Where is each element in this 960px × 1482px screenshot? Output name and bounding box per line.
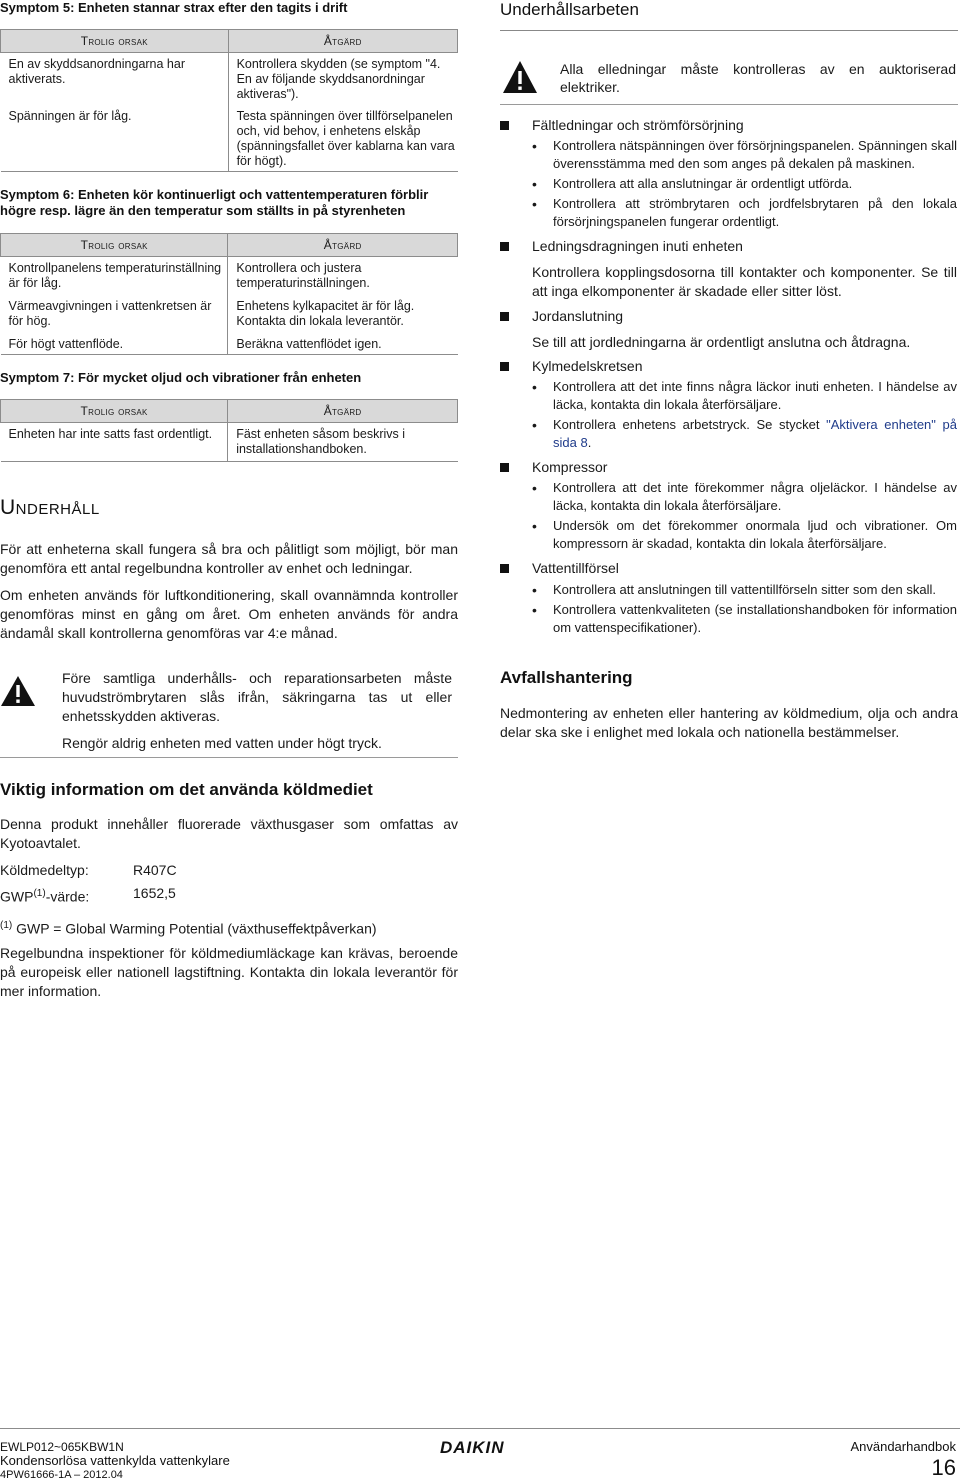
section-field-wiring: Fältledningar och strömförsörjning [532, 117, 744, 133]
refrigerant-heading: Viktig information om det använda köldmediet [0, 780, 373, 799]
col-header-cause: Trolig orsak [1, 30, 229, 53]
warning-text-1: Före samtliga underhålls- och reparationsarbeten måste huvudströmbrytaren slås ifrån, säkringarna tas ut eller enhetsskydden aktiveras. [62, 670, 452, 724]
cause-cell: Spänningen är för låg. [1, 105, 229, 172]
upkeep-heading: Underhållsarbeten [500, 0, 639, 19]
action-cell: Kontrollera och justera temperaturinställningen. [236, 261, 370, 290]
section-internal-wiring: Ledningsdragningen inuti enheten [532, 238, 743, 254]
gwp-label-text: GWP [0, 888, 34, 905]
action-cell: Enhetens kylkapacitet är för låg. Kontakta din lokala leverantör. [236, 299, 415, 328]
refrigerant-paragraph-2: Regelbundna inspektioner för köldmediumläckage kan krävas, beroende på europeisk eller nationell lagstiftning. Kontakta din lokala leverantör för mer information. [0, 945, 458, 999]
square-bullet-icon [500, 362, 509, 371]
bullet-icon: • [532, 176, 537, 192]
list-item: Kontrollera att det inte finns några läckor inuti enheten. I händelse av läcka, kontakta din lokala återförsäljare. [553, 379, 957, 412]
bullet-icon: • [532, 602, 537, 618]
refrigerant-paragraph-1: Denna produkt innehåller fluorerade växthusgaser som omfattas av Kyotoavtalet. [0, 816, 458, 851]
list-item: Kontrollera vattenkvaliteten (se installationshandboken för information om vattenspecifikationer). [553, 602, 957, 635]
page-number: 16 [931, 1455, 956, 1480]
bullet-icon: • [532, 138, 537, 154]
footnote-mark: (1) [0, 920, 13, 931]
cause-cell: Värmeavgivningen i vattenkretsen är för hög. [1, 295, 228, 333]
table-row [1, 423, 458, 462]
list-item-text: . [587, 435, 592, 450]
section-compressor: Kompressor [532, 459, 608, 475]
footer-doc-number: 4PW61666-1A – 2012.04 [0, 1469, 123, 1481]
square-bullet-icon [500, 242, 509, 251]
cause-cell: En av skyddsanordningarna har aktiverats. [1, 53, 229, 106]
list-item: Kontrollera nätspänningen över försörjningspanelen. Spänningen skall överensstämma med den som anges på dekalen på maskinen. [553, 138, 957, 171]
section-refrigerant-circuit: Kylmedelskretsen [532, 358, 643, 374]
section-internal-wiring-text: Kontrollera kopplingsdosorna till kontakter och komponenter. Se till att inga elkomponenter är skadade eller sitter löst. [532, 264, 957, 299]
bullet-icon: • [532, 379, 537, 395]
divider [500, 30, 958, 31]
list-item: Undersök om det förekommer onormala ljud och vibrationer. Om kompressorn är skadad, kontakta din lokala återförsäljare. [553, 518, 957, 551]
bullet-icon: • [532, 480, 537, 496]
gwp-label [0, 884, 89, 907]
action-cell: Beräkna vattenflödet igen. [228, 333, 458, 355]
table-row [1, 295, 458, 333]
symptom6-title: Symptom 6: Enheten kör kontinuerligt och vattentemperaturen förblir högre resp. lägre än den temperatur som ställts in på styrenheten [0, 187, 429, 218]
list-item: Kontrollera att strömbrytaren och jordfelsbrytaren på den lokala försörjningspanelen fungerar ordentligt. [553, 196, 957, 229]
activate-unit-link[interactable]: "Aktivera enheten" på sida 8 [553, 417, 957, 450]
cause-cell: För högt vattenflöde. [1, 333, 228, 355]
list-item: Kontrollera att alla anslutningar är ordentligt utförda. [553, 176, 853, 191]
warning-icon [502, 60, 538, 99]
gwp-label-suffix: -värde: [45, 888, 90, 905]
maintenance-heading: Underhåll [0, 496, 100, 519]
footer-product: Kondensorlösa vattenkylda vattenkylare [0, 1453, 230, 1468]
maintenance-paragraph-2: Om enheten används för luftkonditionering, skall ovannämnda kontroller genomföras minst en gång om året. Om enheten används för andra ändamål skall kontrollerna genomföras var 4:e månad. [0, 587, 458, 641]
symptom7-title: Symptom 7: För mycket oljud och vibrationer från enheten [0, 370, 362, 385]
bullet-icon: • [532, 582, 537, 598]
action-cell: Testa spänningen över tillförselpanelen och, vid behov, i enhetens elskåp (spänningsfallet över kablarna kan vara för högt). [228, 105, 457, 172]
bullet-icon: • [532, 518, 537, 534]
list-item [553, 416, 957, 452]
cause-cell: Kontrollpanelens temperaturinställning är för låg. [1, 257, 228, 296]
square-bullet-icon [500, 312, 509, 321]
symptom5-title: Symptom 5: Enheten stannar strax efter den tagits i drift [0, 0, 348, 15]
square-bullet-icon [500, 121, 509, 130]
disposal-heading: Avfallshantering [500, 668, 633, 687]
square-bullet-icon [500, 463, 509, 472]
upkeep-warning-text: Alla elledningar måste kontrolleras av en auktoriserad elektriker. [560, 61, 956, 95]
bullet-icon: • [532, 417, 537, 433]
footnote-text: GWP = Global Warming Potential (växthuseffektpåverkan) [16, 920, 377, 937]
refrigerant-type-value: R407C [133, 862, 177, 878]
col-header-action: Åtgärd [228, 400, 458, 423]
action-cell: Kontrollera skydden (se symptom "4. En av följande skyddsanordningar aktiveras"). [236, 57, 441, 101]
table-row [1, 257, 458, 296]
warning-icon [0, 675, 36, 712]
symptom7-table [0, 399, 458, 462]
symptom6-table [0, 233, 458, 355]
square-bullet-icon [500, 564, 509, 573]
refrigerant-type-label: Köldmedeltyp: [0, 862, 89, 878]
list-item: Kontrollera att anslutningen till vattentillförseln sitter som den skall. [553, 582, 936, 597]
col-header-cause: Trolig orsak [1, 234, 228, 257]
warning-text-2: Rengör aldrig enheten med vatten under högt tryck. [62, 735, 382, 751]
action-cell: Fäst enheten såsom beskrivs i installationshandboken. [228, 423, 458, 462]
footer-manual-type: Användarhandbok [850, 1439, 956, 1454]
footer-divider [0, 1428, 960, 1429]
divider [500, 104, 958, 105]
disposal-text: Nedmontering av enheten eller hantering av köldmedium, olja och andra delar ska ske i enlighet med lokala och nationella bestämmelser. [500, 705, 958, 740]
list-item: Kontrollera att det inte förekommer några oljeläckor. I händelse av läcka, kontakta din lokala återförsäljare. [553, 480, 957, 513]
section-grounding-text: Se till att jordledningarna är ordentligt anslutna och åtdragna. [532, 334, 911, 350]
table-row [1, 105, 458, 172]
symptom5-table [0, 29, 458, 172]
col-header-action: Åtgärd [228, 234, 458, 257]
maintenance-warning [0, 663, 458, 758]
cause-cell: Enheten har inte satts fast ordentligt. [1, 423, 228, 462]
col-header-action: Åtgärd [228, 30, 457, 53]
section-grounding: Jordanslutning [532, 308, 624, 324]
section-water-supply: Vattentillförsel [532, 560, 619, 576]
list-item-text: Kontrollera enhetens arbetstryck. Se stycket [553, 417, 827, 432]
table-row [1, 53, 458, 106]
gwp-footnote [0, 916, 377, 939]
bullet-icon: • [532, 196, 537, 212]
daikin-logo: DAIKIN [440, 1438, 505, 1457]
col-header-cause: Trolig orsak [1, 400, 228, 423]
gwp-footnote-ref: (1) [33, 888, 46, 899]
footer-model: EWLP012~065KBW1N [0, 1440, 124, 1454]
table-row [1, 333, 458, 355]
maintenance-paragraph-1: För att enheterna skall fungera så bra och pålitligt som möjligt, bör man genomföra ett antal regelbundna kontroller av enhet och ledningar. [0, 541, 458, 576]
gwp-value: 1652,5 [133, 885, 176, 901]
